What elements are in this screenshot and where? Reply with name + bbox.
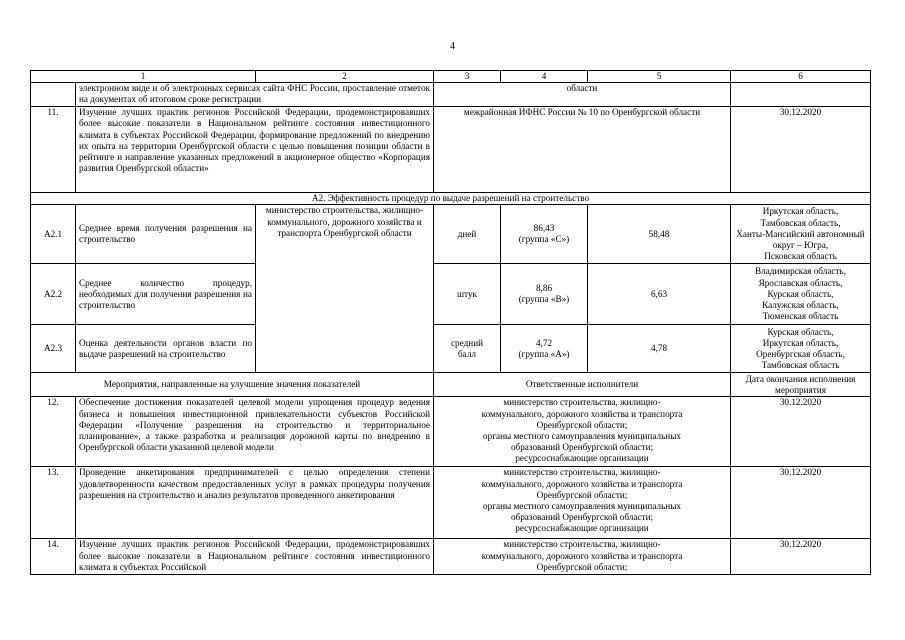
section-title-row bbox=[31, 193, 871, 205]
indicator-unit: дней bbox=[434, 205, 501, 264]
table-row bbox=[31, 83, 871, 107]
header-cell-3: 3 bbox=[434, 71, 501, 83]
indicator-target: 8,86 (группа «В») bbox=[501, 264, 588, 325]
header-cell-4: 4 bbox=[501, 71, 588, 83]
column-number-row bbox=[31, 71, 871, 83]
header-cell-1: 1 bbox=[31, 71, 256, 83]
indicator-name: Среднее количество процедур, необходимых для получения разрешения на строительство bbox=[76, 264, 256, 325]
indicator-name: Оценка деятельности органов власти по выдаче разрешений на строительство bbox=[76, 325, 256, 373]
best-regions: Курская область, Иркутская область, Оренбургская область, Тамбовская область bbox=[731, 325, 871, 373]
indicator-target: 4,72 (группа «А») bbox=[501, 325, 588, 373]
indicator-unit: средний балл bbox=[434, 325, 501, 373]
executor-cell: министерство строительства, жилищно- коммунального, дорожного хозяйства и транспорта Оренбургской области; bbox=[434, 539, 731, 575]
executor-cell: министерство строительства, жилищно- коммунального, дорожного хозяйства и транспорта Оренбургской области; органы местного самоуправления муниципальных образований Оренбургской области; ресурсоснабжающие организации bbox=[434, 467, 731, 539]
measure-text: электронном виде и об электронных сервисах сайта ФНС России, проставление отметок на документах об итоговом сроке регистрации bbox=[76, 83, 434, 107]
deadline-cell: 30.12.2020 bbox=[731, 539, 871, 575]
indicator-code: А2.1 bbox=[31, 205, 76, 264]
indicator-row bbox=[31, 325, 871, 373]
indicator-value: 4,78 bbox=[588, 325, 731, 373]
row-number: 12. bbox=[31, 397, 76, 467]
indicator-value: 6,63 bbox=[588, 264, 731, 325]
measure-text: Изучение лучших практик регионов Российской Федерации, продемонстрировавших более высокие показатели в Национальном рейтинге состояния инвестиционного климата в субъектах Российской Федерации, формирование предложений по внедрению их опыта на территории Оренбургской области с целью повышения позиции области в рейтинге и направление указанных предложений в акционерное общество «Корпорация развития Оренбургской области» bbox=[76, 107, 434, 193]
deadline-cell bbox=[731, 83, 871, 107]
executor-cell: области bbox=[434, 83, 731, 107]
section-title: А2. Эффективность процедур по выдаче разрешений на строительство bbox=[31, 193, 871, 205]
measure-text: Обеспечение достижения показателей целевой модели упрощения процедур ведения бизнеса и повышения инвестиционной привлекательности субъектов Российской Федерации «Получение разрешения на строительство и территориальное планирование», а также разработка и реализация дорожной карты по внедрению в Оренбургской области указанной целевой модели bbox=[76, 397, 434, 467]
action-plan-table bbox=[30, 70, 871, 575]
indicator-name: Среднее время получения разрешения на строительство bbox=[76, 205, 256, 264]
indicator-unit: штук bbox=[434, 264, 501, 325]
executor-cell: межрайонная ИФНС России № 10 по Оренбургской области bbox=[434, 107, 731, 193]
measures-heading: Мероприятия, направленные на улучшение значения показателей bbox=[31, 373, 434, 397]
deadline-cell: 30.12.2020 bbox=[731, 107, 871, 193]
row-number: 13. bbox=[31, 467, 76, 539]
header-cell-6: 6 bbox=[731, 71, 871, 83]
indicator-row bbox=[31, 264, 871, 325]
measure-row bbox=[31, 467, 871, 539]
indicator-row bbox=[31, 205, 871, 264]
measure-row bbox=[31, 539, 871, 575]
measure-text: Проведение анкетирования предпринимателей с целью определения степени удовлетворенности качеством предоставленных услуг в рамках процедуры получения разрешения на строительство и анализ результатов проведенного анкетирования bbox=[76, 467, 434, 539]
indicator-code: А2.2 bbox=[31, 264, 76, 325]
measure-text: Изучение лучших практик регионов Российской Федерации, продемонстрировавших более высокие показатели в Национальном рейтинге состояния инвестиционного климата в субъектах Российской bbox=[76, 539, 434, 575]
page-number: 4 bbox=[450, 41, 455, 52]
indicator-code: А2.3 bbox=[31, 325, 76, 373]
executors-heading: Ответственные исполнители bbox=[434, 373, 731, 397]
header-cell-2: 2 bbox=[256, 71, 434, 83]
row-number-cell bbox=[31, 83, 76, 107]
header-cell-5: 5 bbox=[588, 71, 731, 83]
best-regions: Иркутская область, Тамбовская область, Ханты-Мансийский автономный округ – Югра, Псковская область bbox=[731, 205, 871, 264]
row-number: 11. bbox=[31, 107, 76, 193]
row-number: 14. bbox=[31, 539, 76, 575]
indicator-target: 86,43 (группа «С») bbox=[501, 205, 588, 264]
table-row bbox=[31, 107, 871, 193]
deadline-heading: Дата окончания исполнения мероприятия bbox=[731, 373, 871, 397]
measure-row bbox=[31, 397, 871, 467]
measures-header-row bbox=[31, 373, 871, 397]
executor-cell: министерство строительства, жилищно- коммунального, дорожного хозяйства и транспорта Оренбургской области; органы местного самоуправления муниципальных образований Оренбургской области; ресурсоснабжающие организации bbox=[434, 397, 731, 467]
responsible-body: министерство строительства, жилищно-коммунального, дорожного хозяйства и транспорта Оренбургской области bbox=[256, 205, 434, 373]
best-regions: Владимирская область, Ярославская область, Курская область, Калужская область, Тюменская область bbox=[731, 264, 871, 325]
indicator-value: 58,48 bbox=[588, 205, 731, 264]
deadline-cell: 30.12.2020 bbox=[731, 397, 871, 467]
deadline-cell: 30.12.2020 bbox=[731, 467, 871, 539]
